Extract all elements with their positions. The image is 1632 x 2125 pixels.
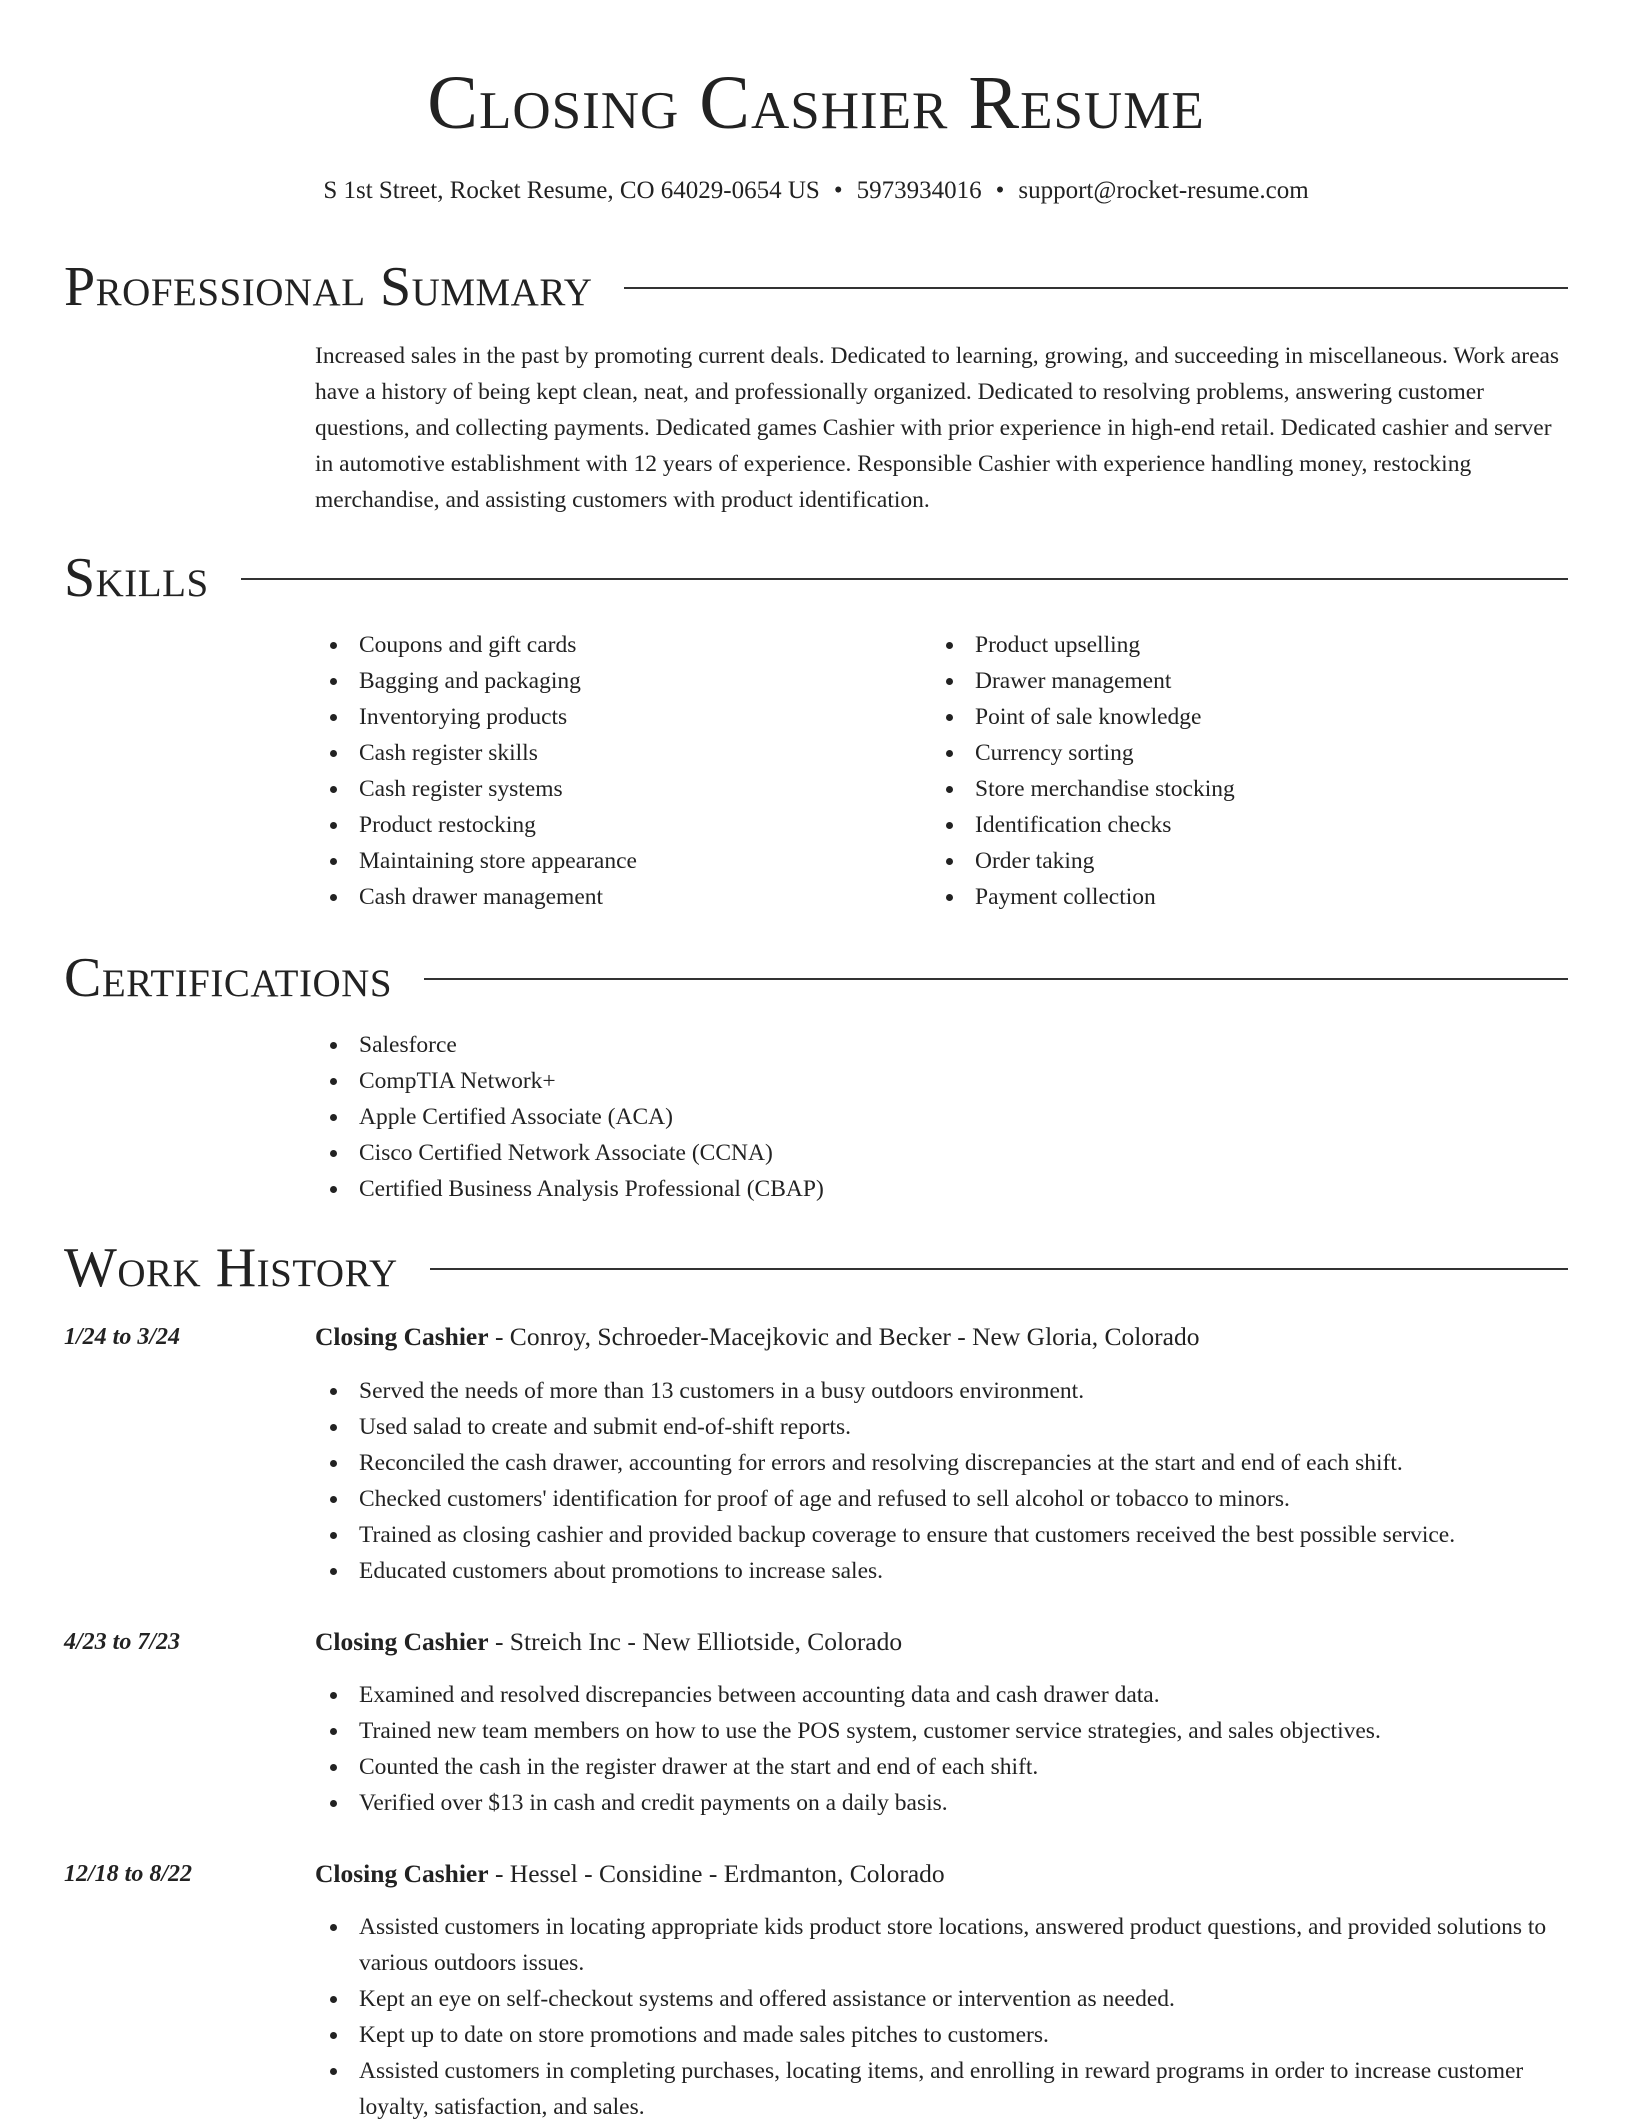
job-duty-item: Examined and resolved discrepancies between accounting data and cash drawer data. xyxy=(315,1677,1573,1713)
job-duty-item: Assisted customers in locating appropriate kids product store locations, answered product questions, and provided solutions to various outdoors issues. xyxy=(315,1909,1573,1981)
skill-item: Currency sorting xyxy=(931,735,1571,771)
summary-heading: Professional Summary xyxy=(64,256,593,318)
skills-list-left xyxy=(315,627,915,915)
section-divider xyxy=(241,578,1568,580)
skill-item: Product upselling xyxy=(931,627,1571,663)
email: support@rocket-resume.com xyxy=(1018,177,1309,204)
job-employer-location: - Streich Inc - New Elliotside, Colorado xyxy=(488,1627,903,1656)
summary-text: Increased sales in the past by promoting current deals. Dedicated to learning, growing, and succeeding in miscellaneous. Work areas have a history of being kept clean, neat, and professionally organized. Dedicated to resolving problems, answering customer questions, and collecting payments. Dedicated games Cashier with prior experience in high-end retail. Dedicated cashier and server in automotive establishment with 12 years of experience. Responsible Cashier with experience handling money, restocking merchandise, and assisting customers with product identification. xyxy=(315,343,1560,513)
certification-item: Certified Business Analysis Professional (CBAP) xyxy=(315,1171,1573,1207)
job-title: Closing Cashier xyxy=(315,1627,489,1656)
job-duty-item: Educated customers about promotions to increase sales. xyxy=(315,1553,1573,1589)
section-divider xyxy=(430,1268,1568,1270)
job-heading xyxy=(315,1856,1575,1892)
skill-item: Point of sale knowledge xyxy=(931,699,1571,735)
job-duty-item: Reconciled the cash drawer, accounting for errors and resolving discrepancies at the start and end of each shift. xyxy=(315,1445,1573,1481)
job-dates: 1/24 to 3/24 xyxy=(64,1324,181,1350)
job-heading xyxy=(315,1319,1575,1355)
job-duty-item: Assisted customers in completing purchases, locating items, and enrolling in reward programs in order to increase customer loyalty, satisfaction, and sales. xyxy=(315,2053,1573,2125)
job-duty-item: Checked customers' identification for proof of age and refused to sell alcohol or tobacco to minors. xyxy=(315,1481,1573,1517)
contact-separator: • xyxy=(995,177,1005,204)
section-divider xyxy=(424,978,1568,980)
address: S 1st Street, Rocket Resume, CO 64029-0654 US xyxy=(323,177,820,204)
job-duties-list xyxy=(315,1373,1573,1589)
skill-item: Coupons and gift cards xyxy=(315,627,915,663)
certification-item: Apple Certified Associate (ACA) xyxy=(315,1099,1573,1135)
skill-item: Drawer management xyxy=(931,663,1571,699)
summary-section-header xyxy=(64,252,1568,322)
certifications-list xyxy=(315,1027,1573,1207)
skill-item: Product restocking xyxy=(315,807,915,843)
skills-heading: Skills xyxy=(64,547,209,609)
job-dates: 4/23 to 7/23 xyxy=(64,1629,181,1655)
job-dates: 12/18 to 8/22 xyxy=(64,1861,193,1887)
job-duty-item: Counted the cash in the register drawer at the start and end of each shift. xyxy=(315,1749,1573,1785)
phone: 5973934016 xyxy=(856,177,982,204)
job-title: Closing Cashier xyxy=(315,1859,489,1888)
skill-item: Store merchandise stocking xyxy=(931,771,1571,807)
job-duty-item: Served the needs of more than 13 customers in a busy outdoors environment. xyxy=(315,1373,1573,1409)
job-employer-location: - Hessel - Considine - Erdmanton, Colorado xyxy=(488,1859,945,1888)
certification-item: Salesforce xyxy=(315,1027,1573,1063)
job-duty-item: Kept up to date on store promotions and made sales pitches to customers. xyxy=(315,2017,1573,2053)
job-duty-item: Used salad to create and submit end-of-shift reports. xyxy=(315,1409,1573,1445)
contact-line xyxy=(0,174,1632,208)
job-duty-item: Trained as closing cashier and provided backup coverage to ensure that customers received the best possible service. xyxy=(315,1517,1573,1553)
work-history-heading: Work History xyxy=(64,1237,398,1299)
certification-item: Cisco Certified Network Associate (CCNA) xyxy=(315,1135,1573,1171)
job-duty-item: Kept an eye on self-checkout systems and offered assistance or intervention as needed. xyxy=(315,1981,1573,2017)
skill-item: Payment collection xyxy=(931,879,1571,915)
certifications-section-header xyxy=(64,943,1568,1013)
skill-item: Maintaining store appearance xyxy=(315,843,915,879)
certifications-heading: Certifications xyxy=(64,947,393,1009)
job-duties-list xyxy=(315,1677,1573,1821)
skill-item: Inventorying products xyxy=(315,699,915,735)
certification-item: CompTIA Network+ xyxy=(315,1063,1573,1099)
contact-separator: • xyxy=(833,177,843,204)
skills-section-header xyxy=(64,543,1568,613)
job-title: Closing Cashier xyxy=(315,1322,489,1351)
skill-item: Cash register systems xyxy=(315,771,915,807)
skill-item: Identification checks xyxy=(931,807,1571,843)
skills-list-right xyxy=(931,627,1571,915)
skill-item: Cash register skills xyxy=(315,735,915,771)
job-heading xyxy=(315,1624,1575,1660)
job-employer-location: - Conroy, Schroeder-Macejkovic and Becker - New Gloria, Colorado xyxy=(488,1322,1200,1351)
job-duty-item: Verified over $13 in cash and credit payments on a daily basis. xyxy=(315,1785,1573,1821)
resume-title: Closing Cashier Resume xyxy=(427,61,1205,145)
work-history-section-header xyxy=(64,1233,1568,1303)
section-divider xyxy=(624,287,1568,289)
job-duty-item: Trained new team members on how to use the POS system, customer service strategies, and sales objectives. xyxy=(315,1713,1573,1749)
skill-item: Order taking xyxy=(931,843,1571,879)
skill-item: Bagging and packaging xyxy=(315,663,915,699)
skill-item: Cash drawer management xyxy=(315,879,915,915)
job-duties-list xyxy=(315,1909,1573,2125)
